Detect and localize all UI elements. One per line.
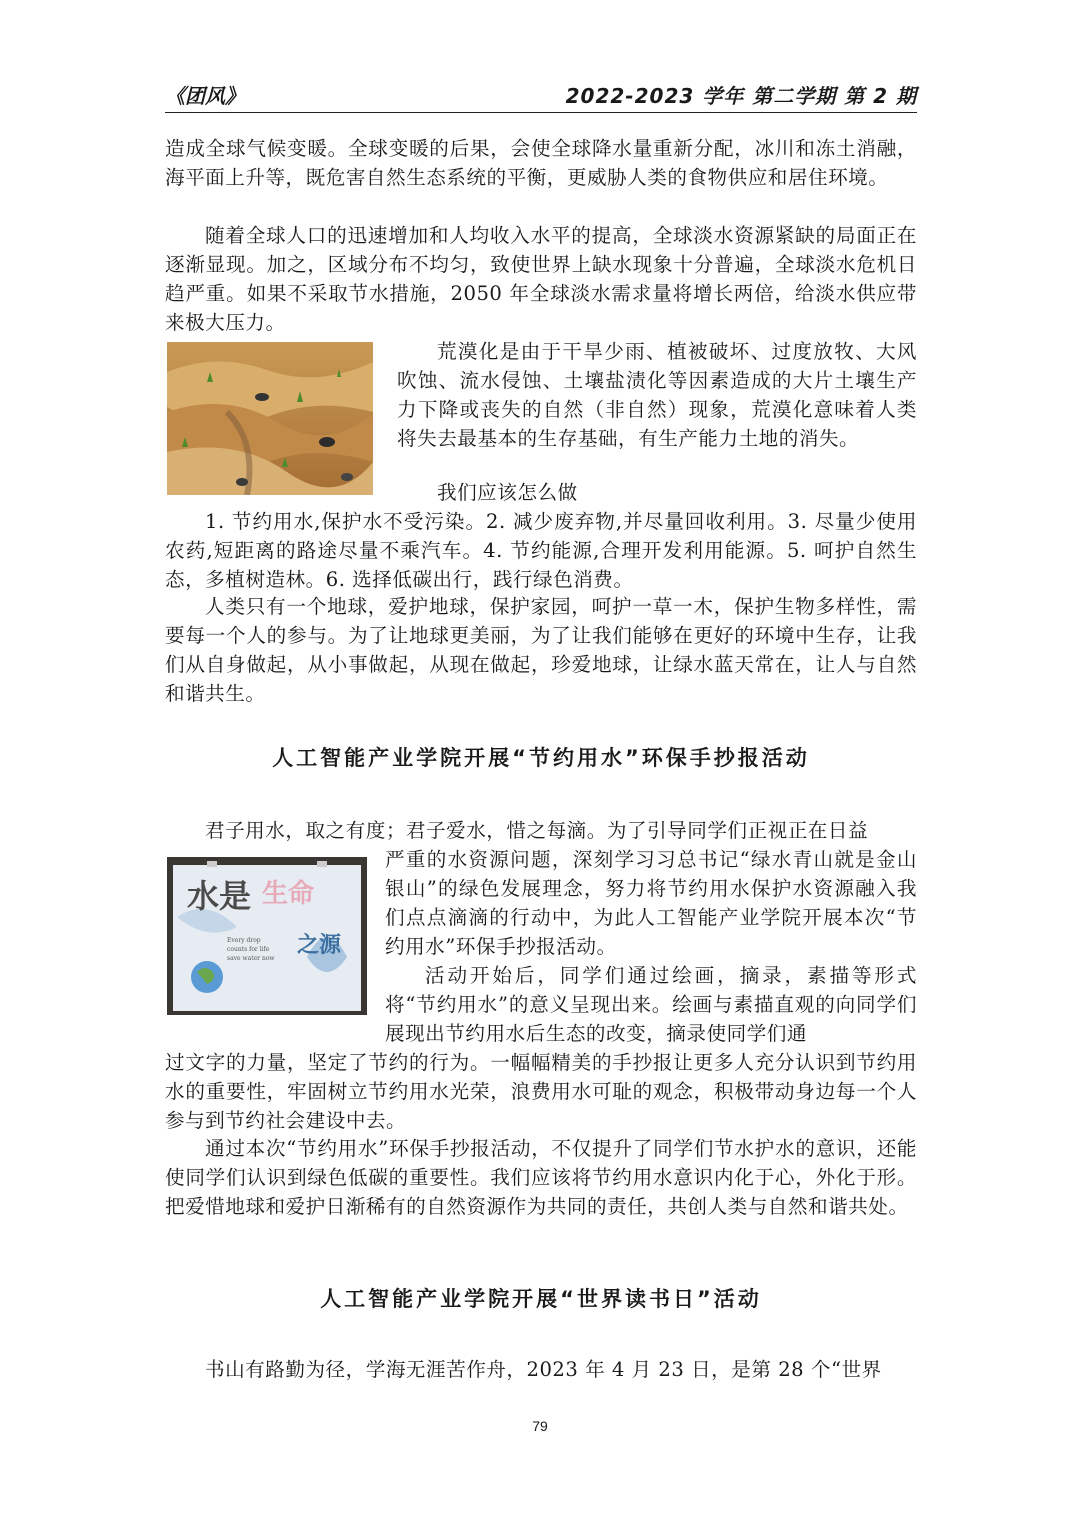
paragraph-earth: 人类只有一个地球，爱护地球，保护家园，呵护一草一木，保护生物多样性，需要每一个人的参与。为了让地球更美丽，为了让我们能够在更好的环境中生存，让我们从自身做起，从小事做起，从现在做起，珍爱地球，让绿水蓝天常在，让人与自然和谐共生。 xyxy=(165,595,917,705)
article-title-reading: 人工智能产业学院开展“世界读书日”活动 xyxy=(320,1287,762,1311)
page-header xyxy=(165,78,917,113)
desert-photo xyxy=(167,342,373,495)
poster-title-part3: 之源 xyxy=(297,932,342,958)
paragraph-climate: 造成全球气候变暖。全球变暖的后果，会使全球降水量重新分配，冰川和冻土消融，海平面上升等，既危害自然生态系统的平衡，更威胁人类的食物供应和居住环境。 xyxy=(165,137,917,189)
paragraph-water-intro: 严重的水资源问题，深刻学习习总书记“绿水青山就是金山银山”的绿色发展理念，努力将节约用水保护水资源融入我们点点滴滴的行动中，为此人工智能产业学院开展本次“节约用水”环保手抄报活动。 xyxy=(385,848,917,958)
issue-info: 2022-2023 学年 第二学期 第 2 期 xyxy=(565,84,917,108)
paragraph-freshwater: 随着全球人口的迅速增加和人均收入水平的提高，全球淡水资源紧缺的局面正在逐渐显现。加之，区域分布不均匀，致使世界上缺水现象十分普遍，全球淡水危机日趋严重。如果不采取节水措施，2050 年全球淡水需求量将增长两倍，给淡水供应带来极大压力。 xyxy=(165,224,917,334)
poster-title-part1: 水是 xyxy=(187,877,252,915)
paragraph-reading-day: 书山有路勤为径，学海无涯苦作舟，2023 年 4 月 23 日，是第 28 个“世界 xyxy=(205,1358,882,1381)
article-title-water: 人工智能产业学院开展“节约用水”环保手抄报活动 xyxy=(272,746,810,770)
svg-text:counts for life: counts for life xyxy=(227,946,270,953)
paragraph-actions: 1. 节约用水,保护水不受污染。2. 减少废弃物,并尽量回收利用。3. 尽量少使用农药,短距离的路途尽量不乘汽车。4. 节约能源,合理开发利用能源。5. 呵护自然生态，多植树造林。6. 选择低碳出行，践行绿色消费。 xyxy=(165,510,917,591)
paragraph-activity-wrapped: 活动开始后，同学们通过绘画，摘录，素描等形式将“节约用水”的意义呈现出来。绘画与素描直观的向同学们展现出节约用水后生态的改变，摘录使同学们通 xyxy=(385,964,917,1045)
paragraph-activity: 过文字的力量，坚定了节约的行为。一幅幅精美的手抄报让更多人充分认识到节约用水的重要性，牢固树立节约用水光荣，浪费用水可耻的观念，积极带动身边每一个人参与到节约社会建设中去。 xyxy=(165,1051,917,1132)
poster-title-part2: 生命 xyxy=(262,879,315,909)
paragraph-desertification: 荒漠化是由于干旱少雨、植被破坏、过度放牧、大风吹蚀、流水侵蚀、土壤盐渍化等因素造成的大片土壤生产力下降或丧失的自然（非自然）现象，荒漠化意味着人类将失去最基本的生存基础，有生产能力土地的消失。 xyxy=(397,340,917,450)
page-number: 79 xyxy=(532,1418,548,1434)
svg-text:Every drop: Every drop xyxy=(227,937,261,944)
journal-name: 《团风》 xyxy=(165,84,245,108)
poster-photo xyxy=(167,857,367,1015)
svg-text:save water now: save water now xyxy=(227,955,275,962)
subheading-what-to-do: 我们应该怎么做 xyxy=(437,481,578,504)
paragraph-water-intro-line1: 君子用水，取之有度；君子爱水，惜之每滴。为了引导同学们正视正在日益 xyxy=(205,819,869,842)
paragraph-conclusion: 通过本次“节约用水”环保手抄报活动，不仅提升了同学们节水护水的意识，还能使同学们认识到绿色低碳的重要性。我们应该将节约用水意识内化于心，外化于形。把爱惜地球和爱护日渐稀有的自然资源作为共同的责任，共创人类与自然和谐共处。 xyxy=(165,1137,917,1218)
